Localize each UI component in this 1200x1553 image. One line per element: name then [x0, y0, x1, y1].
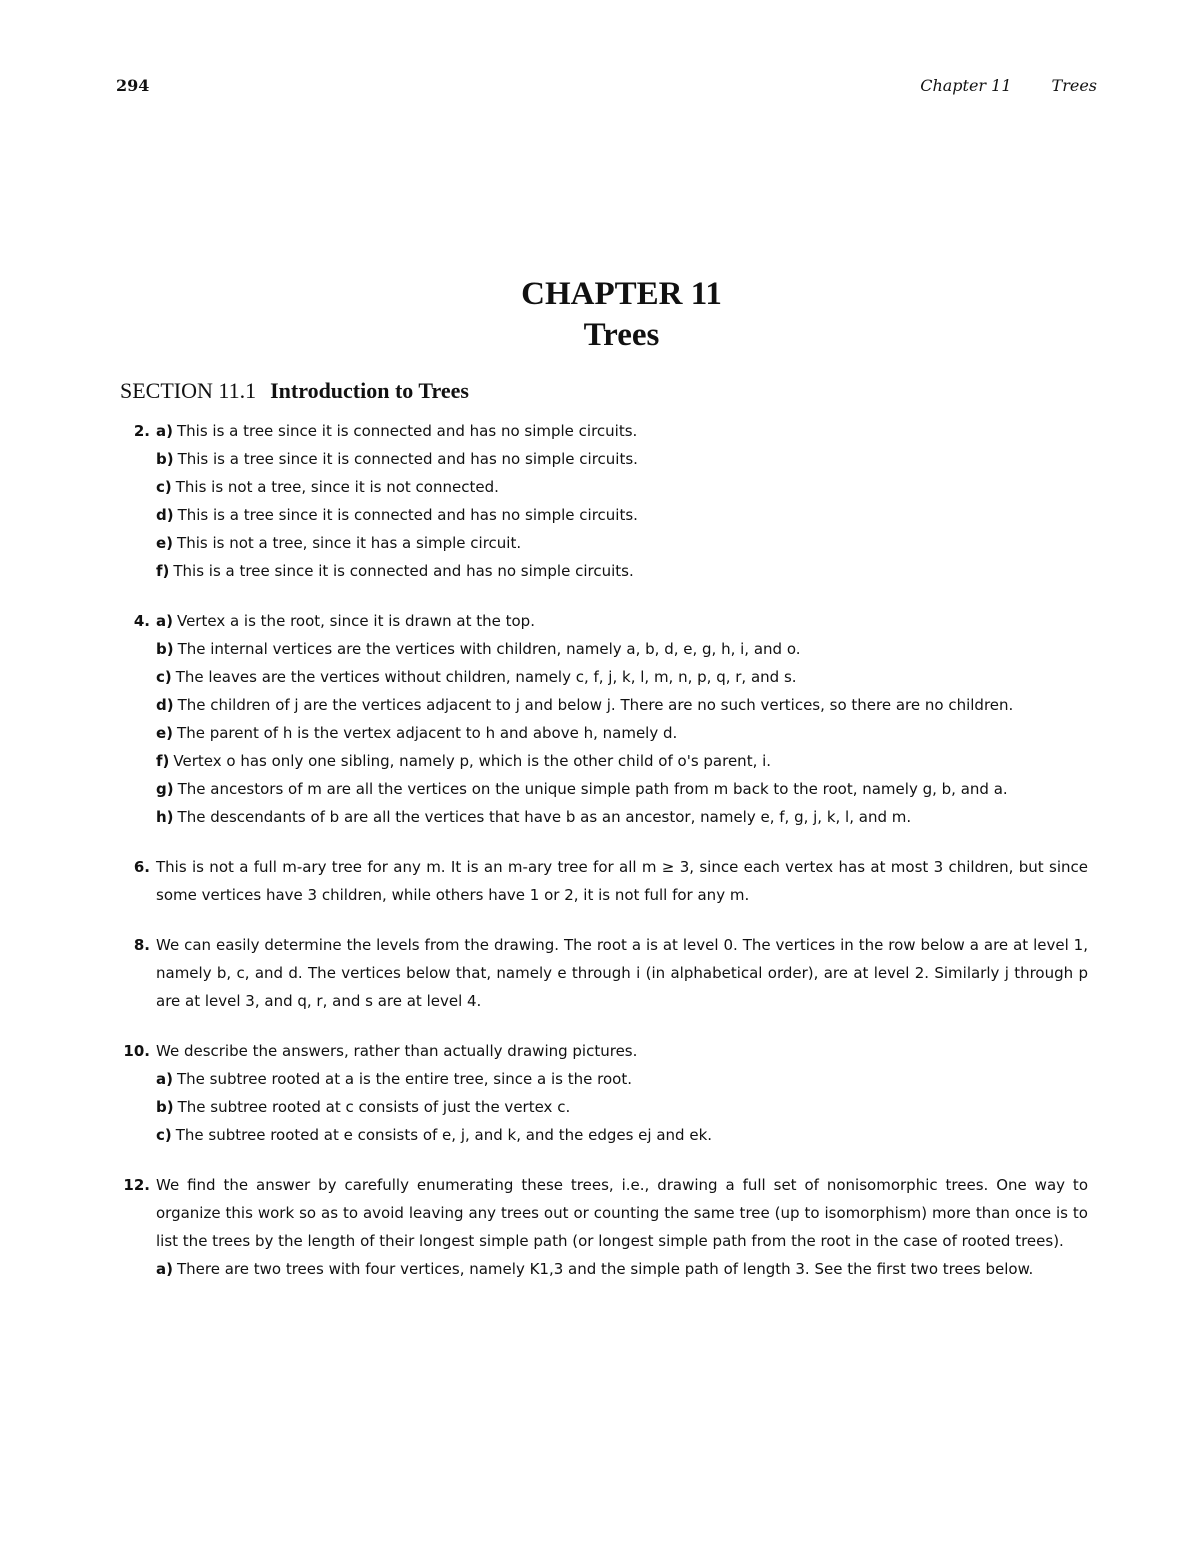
answer-line	[0, 1037, 1088, 1065]
answer-line	[0, 775, 1088, 803]
part-label: b)	[156, 450, 174, 468]
answer-text: This is a tree since it is connected and has no simple circuits.	[177, 450, 638, 468]
part-label: a)	[156, 612, 173, 630]
answer-line	[0, 1171, 1088, 1255]
problem-block	[0, 1037, 1200, 1149]
answer-line	[0, 1121, 1088, 1149]
answer-text: This is not a tree, since it is not connected.	[175, 478, 499, 496]
answer-text: The leaves are the vertices without children, namely c, f, j, k, l, m, n, p, q, r, and s.	[175, 668, 797, 686]
part-label: a)	[156, 1260, 173, 1278]
chapter-heading	[0, 274, 1200, 356]
answer-text: We describe the answers, rather than actually drawing pictures.	[156, 1042, 638, 1060]
answer-text: The children of j are the vertices adjacent to j and below j. There are no such vertices, so there are no children.	[177, 696, 1014, 714]
answer-line	[0, 557, 1088, 585]
part-label: b)	[156, 1098, 174, 1116]
problem-number: 10.	[123, 1042, 150, 1060]
problem-block	[0, 931, 1200, 1015]
part-label: h)	[156, 808, 174, 826]
answer-line	[0, 607, 1088, 635]
problem-block	[0, 417, 1200, 585]
answer-line	[0, 501, 1088, 529]
answer-text: This is not a full m-ary tree for any m. It is an m-ary tree for all m ≥ 3, since each vertex has at most 3 children, but since some vertices have 3 children, while others have 1 or 2, it is not full for any m.	[156, 858, 1088, 904]
answer-line	[0, 473, 1088, 501]
answer-text: The subtree rooted at a is the entire tree, since a is the root.	[176, 1070, 632, 1088]
solutions-content	[0, 417, 1200, 1305]
problem-number: 6.	[133, 858, 150, 876]
answer-text: We can easily determine the levels from the drawing. The root a is at level 0. The vertices in the row below a are at level 1, namely b, c, and d. The vertices below that, namely e through i (in alphabetical order), are at level 2. Similarly j through p are at level 3, and q, r, and s are at level 4.	[156, 936, 1088, 1010]
section-label: SECTION 11.1	[120, 378, 257, 403]
part-label: c)	[156, 1126, 172, 1144]
answer-text: This is not a tree, since it has a simple circuit.	[177, 534, 522, 552]
answer-line	[0, 931, 1088, 1015]
problem-number: 4.	[133, 612, 150, 630]
answer-text: The descendants of b are all the vertices that have b as an ancestor, namely e, f, g, j, k, l, and m.	[177, 808, 912, 826]
problem-number: 8.	[133, 936, 150, 954]
answer-text: The subtree rooted at c consists of just the vertex c.	[177, 1098, 571, 1116]
part-label: b)	[156, 640, 174, 658]
part-label: c)	[156, 478, 172, 496]
answer-line	[0, 719, 1088, 747]
section-heading	[120, 378, 469, 404]
part-label: a)	[156, 1070, 173, 1088]
part-label: g)	[156, 780, 174, 798]
answer-line	[0, 635, 1088, 663]
answer-text: The parent of h is the vertex adjacent to h and above h, namely d.	[177, 724, 678, 742]
answer-line	[0, 663, 1088, 691]
answer-text: There are two trees with four vertices, namely K1,3 and the simple path of length 3. See the first two trees below.	[176, 1260, 1034, 1278]
running-head-chapter: Chapter 11	[920, 76, 1012, 95]
answer-line	[0, 1093, 1088, 1121]
answer-line	[0, 445, 1088, 473]
part-label: c)	[156, 668, 172, 686]
answer-line	[0, 691, 1088, 719]
chapter-label: CHAPTER 11	[521, 276, 722, 312]
answer-text: We find the answer by carefully enumerating these trees, i.e., drawing a full set of nonisomorphic trees. One way to organize this work so as to avoid leaving any trees out or counting the same tree (up to isomorphism) more than once is to list the trees by the length of their longest simple path (or longest simple path from the root in the case of rooted trees).	[156, 1176, 1088, 1250]
answer-line	[0, 417, 1088, 445]
problem-block	[0, 853, 1200, 909]
chapter-title: Trees	[583, 317, 660, 353]
part-label: f)	[156, 752, 170, 770]
part-label: f)	[156, 562, 170, 580]
answer-text: Vertex a is the root, since it is drawn at the top.	[176, 612, 535, 630]
problem-number: 2.	[133, 422, 150, 440]
answer-text: The internal vertices are the vertices with children, namely a, b, d, e, g, h, i, and o.	[177, 640, 801, 658]
answer-line	[0, 747, 1088, 775]
answer-text: This is a tree since it is connected and has no simple circuits.	[173, 562, 634, 580]
section-title: Introduction to Trees	[270, 378, 469, 403]
answer-text: The subtree rooted at e consists of e, j, and k, and the edges ej and ek.	[175, 1126, 713, 1144]
problem-number: 12.	[123, 1176, 150, 1194]
part-label: a)	[156, 422, 173, 440]
running-head-topic: Trees	[1051, 76, 1097, 95]
answer-text: This is a tree since it is connected and has no simple circuits.	[176, 422, 638, 440]
page-number: 294	[116, 76, 150, 95]
problem-block	[0, 607, 1200, 831]
part-label: e)	[156, 724, 174, 742]
problem-block	[0, 1171, 1200, 1283]
part-label: e)	[156, 534, 174, 552]
answer-line	[0, 1255, 1088, 1283]
running-head	[920, 76, 1097, 95]
answer-line	[0, 1065, 1088, 1093]
answer-line	[0, 803, 1088, 831]
answer-line	[0, 529, 1088, 557]
part-label: d)	[156, 696, 174, 714]
answer-text: Vertex o has only one sibling, namely p, which is the other child of o's parent, i.	[173, 752, 772, 770]
answer-line	[0, 853, 1088, 909]
part-label: d)	[156, 506, 174, 524]
answer-text: This is a tree since it is connected and has no simple circuits.	[177, 506, 638, 524]
answer-text: The ancestors of m are all the vertices on the unique simple path from m back to the root, namely g, b, and a.	[177, 780, 1008, 798]
